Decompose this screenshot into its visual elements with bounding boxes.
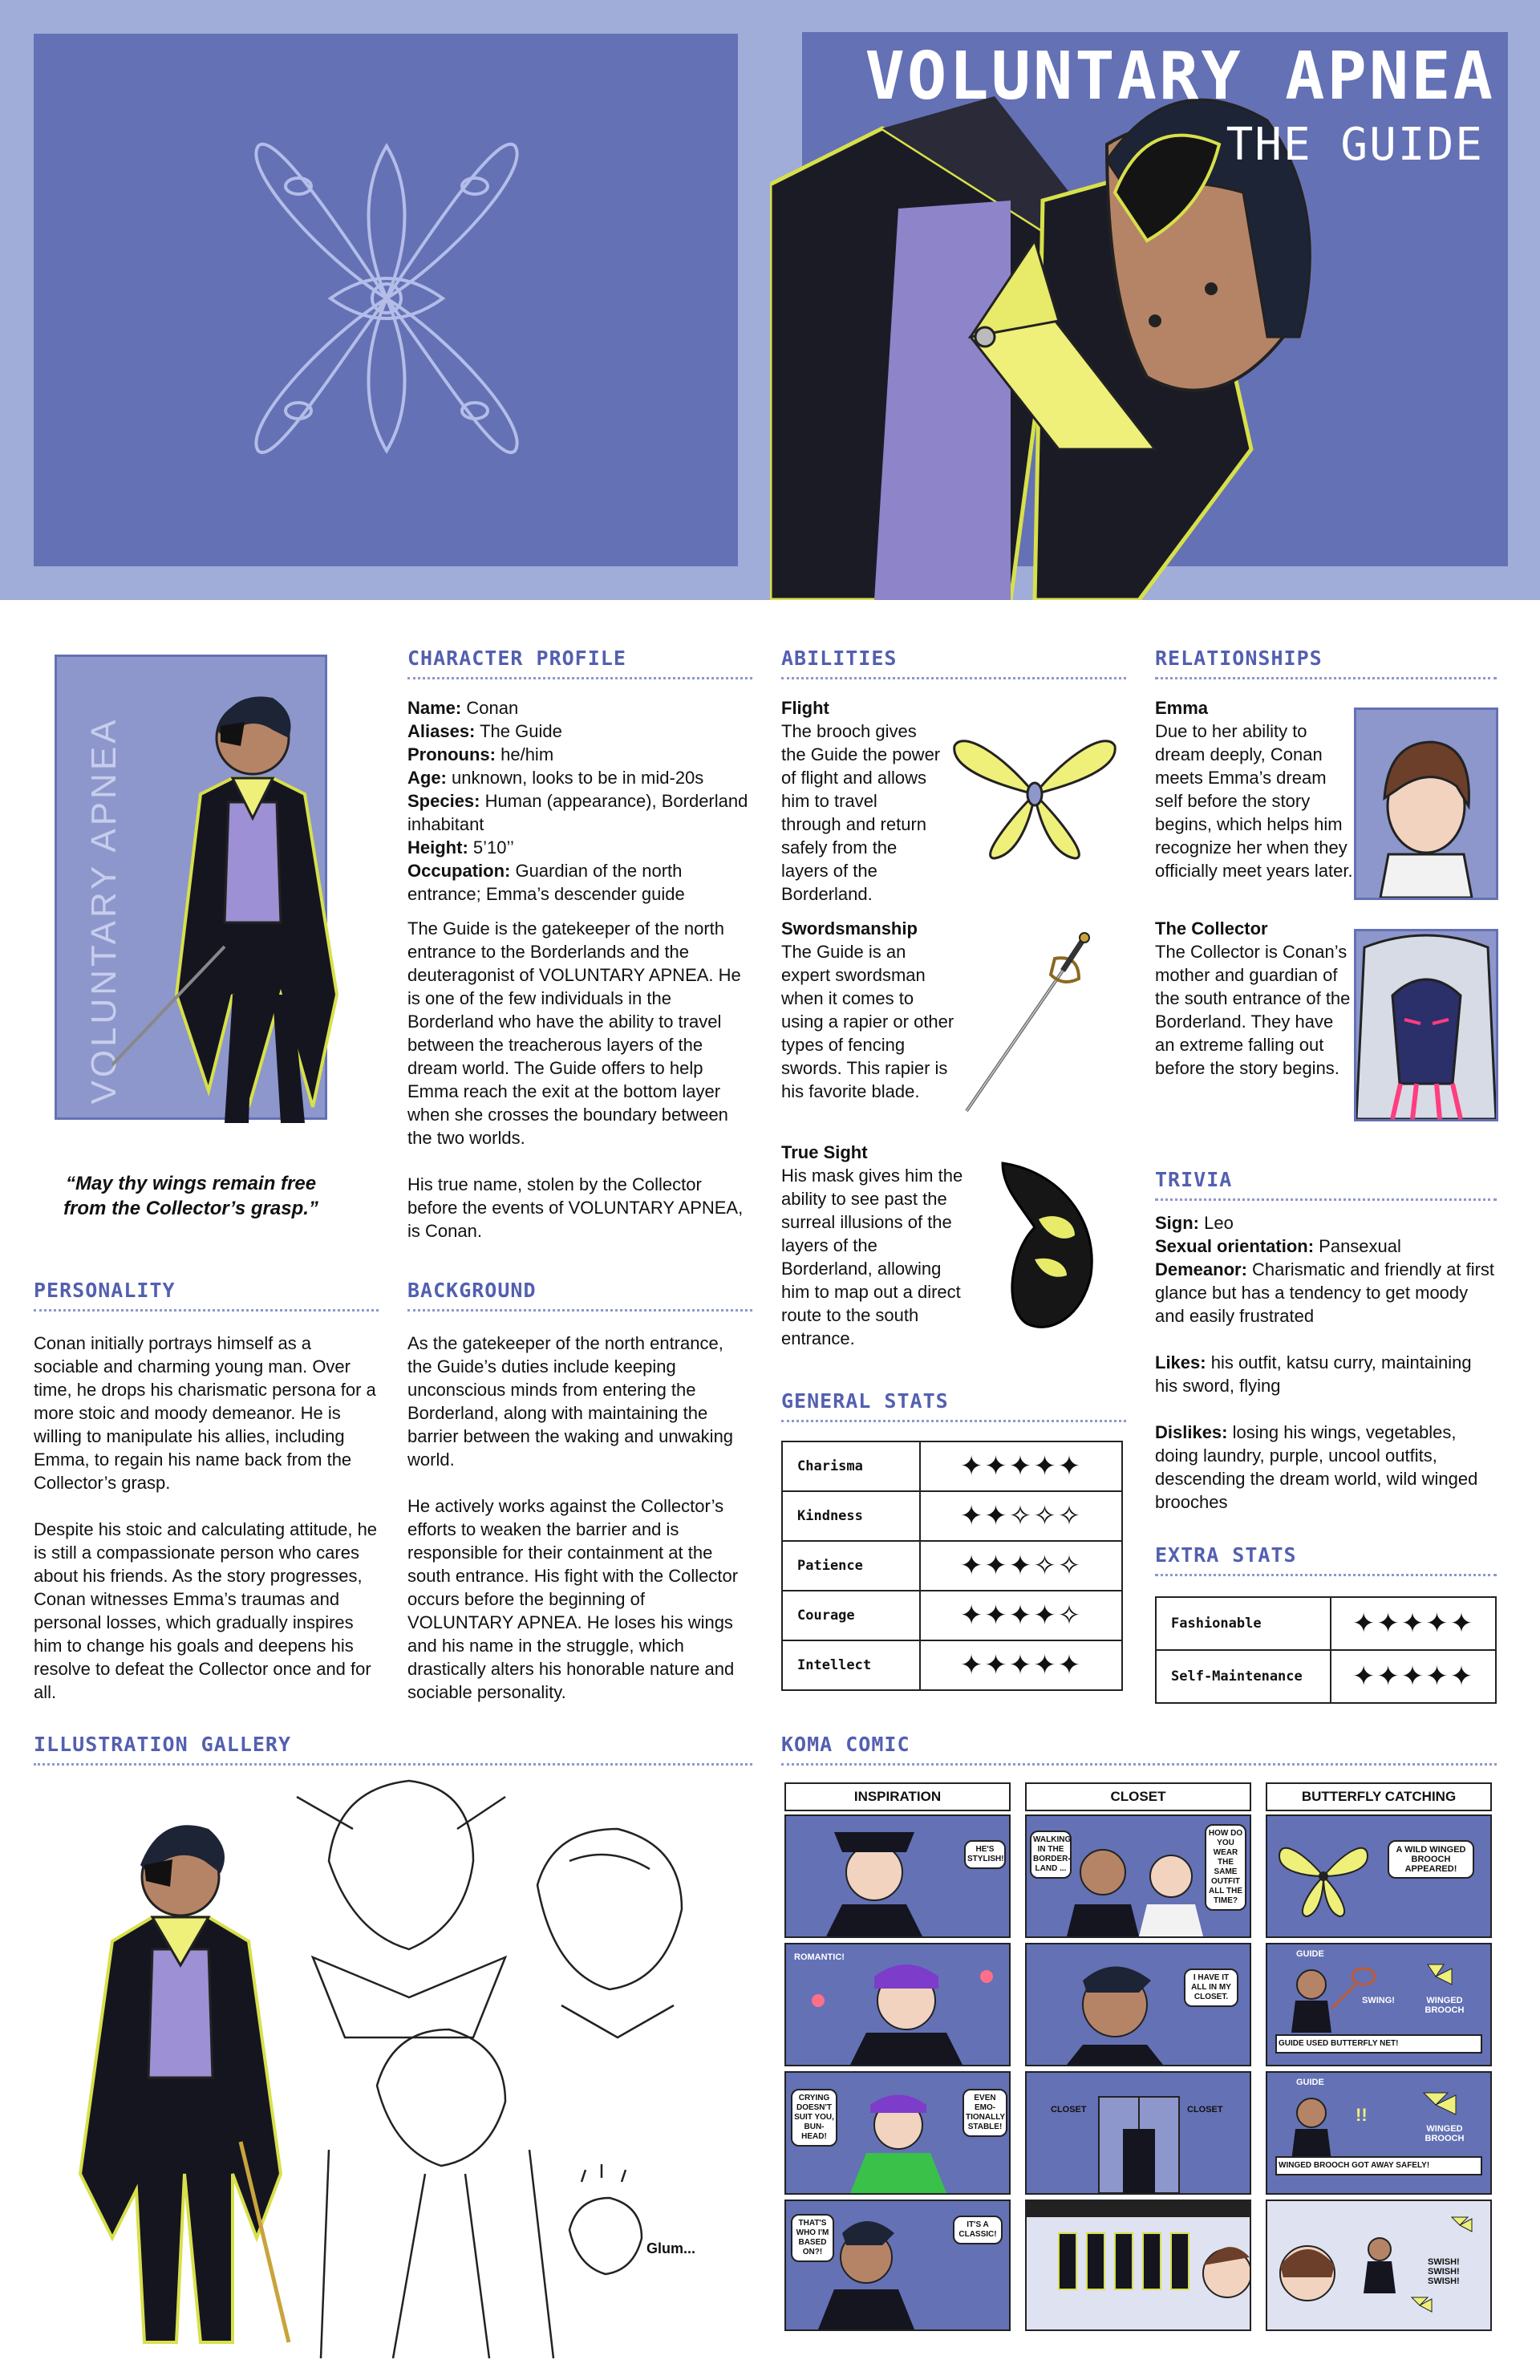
winged-eye-emblem-icon [242,98,531,499]
comic-panel [1025,2071,1251,2195]
comic-caption: WINGED BROOCH GOT AWAY SAFELY! [1275,2156,1482,2175]
butterfly-brooch-icon [946,722,1123,866]
ability-description: The brooch gives the Guide the power of flight and allows him to travel through and return safely from the layers of the Borderland. [781,721,941,904]
personality-text [34,1332,379,1727]
personality-divider [34,1309,379,1312]
trivia-orientation: Sexual orientation: Pansexual [1155,1236,1401,1256]
background-divider [407,1309,752,1312]
background-paragraph: He actively works against the Collector’s efforts to weaken the barrier and is responsible for their containment at the south entrance. His fight with the Collector occurs before the beginning of VOLUNTARY APNEA. He loses his wings and his name in the struggle, which drastically alters his honorable nature and sociable personality. [407,1496,739,1702]
comic-label: WINGED BROOCH [1424,2124,1465,2143]
trivia-text [1155,1211,1497,1514]
profile-paragraph: His true name, stolen by the Collector before the events of VOLUNTARY APNEA, is Conan. [407,1174,744,1241]
stat-stars: ✦✦✧✧✧ [920,1491,1122,1541]
stat-row-charisma [782,1441,1122,1491]
profile-text [407,696,752,1266]
profile-field-occupation: Occupation: Guardian of the north entrance; Emma’s descender guide [407,861,685,904]
comic-tab-inspiration: INSPIRATION [784,1782,1011,1811]
collector-portrait [1354,929,1498,1121]
comic-panel [784,2071,1011,2195]
trivia-dislikes: Dislikes: losing his wings, vegetables, doing laundry, purple, uncool outfits, descending the dream world, wild winged brooches [1155,1422,1478,1512]
ability-name: Flight [781,698,829,718]
general-stats-divider [781,1420,1126,1422]
comic-tab-butterfly-catching: BUTTERFLY CATCHING [1266,1782,1492,1811]
comic-heading: KOMA COMIC [781,1733,910,1756]
personality-heading: PERSONALITY [34,1279,176,1302]
ability-name: Swordsmanship [781,918,918,939]
comic-panel [1266,1814,1492,1938]
comic-panel [1025,1814,1251,1938]
profile-heading: CHARACTER PROFILE [407,647,626,670]
comic-panel [784,1814,1011,1938]
ability-description: His mask gives him the ability to see past the surreal illusions of the layers of the Borderland, allowing him to map out a direct route to the south entrance. [781,1166,963,1348]
comic-panel [1025,2200,1251,2331]
ability-name: True Sight [781,1142,868,1162]
emma-portrait [1354,708,1498,900]
stat-label: Fashionable [1156,1597,1331,1650]
relationships-divider [1155,677,1497,679]
stat-label: Kindness [782,1491,920,1541]
character-subtitle: THE GUIDE [1226,119,1484,171]
background-heading: BACKGROUND [407,1279,537,1302]
comic-caption: GUIDE USED BUTTERFLY NET! [1275,2034,1482,2054]
comic-panel [1266,2071,1492,2195]
emma-face-illustration [1356,710,1496,898]
background-paragraph: As the gatekeeper of the north entrance, the Guide’s duties include keeping unconscious minds from entering the Borderland, along with maintaining the barrier between the waking and unwaking world. [407,1333,734,1470]
ability-flight [781,696,942,906]
comic-speech-bubble: A WILD WINGED BROOCH APPEARED! [1388,1840,1474,1879]
comic-panel [1025,1943,1251,2066]
emblem-panel [34,34,738,566]
stat-label: Intellect [782,1640,920,1690]
ability-swordsmanship [781,917,958,1103]
comic-sfx: SWING! [1362,1996,1395,2005]
comic-sfx: ROMANTIC! [794,1952,845,1962]
relationship-description: Due to her ability to dream deeply, Conan meets Emma’s dream self before the story begins, which helps him recognize her when they officially meet years later. [1155,721,1353,881]
personality-paragraph: Conan initially portrays himself as a sociable and charming young man. Over time, he drops his charismatic persona for a more stoic and moody demeanor. He is willing to manipulate his allies, including Emma, to regain his name back from the Collector’s grasp. [34,1333,376,1493]
stat-row-courage [782,1591,1122,1640]
guide-full-body-illustration [112,658,377,1139]
stat-row-self-maintenance [1156,1650,1496,1703]
relationship-name: The Collector [1155,918,1268,939]
stat-row-patience [782,1541,1122,1591]
comic-label: GUIDE [1296,1949,1324,1959]
ability-description: The Guide is an expert swordsman when it comes to using a rapier or other types of fencing swords. This rapier is his favorite blade. [781,942,954,1101]
comic-speech-bubble: IT'S A CLASSIC! [953,2216,1003,2244]
background-text [407,1332,752,1727]
stat-row-kindness [782,1491,1122,1541]
extra-stats-table [1155,1596,1497,1704]
relationship-description: The Collector is Conan’s mother and guardian of the south entrance of the Borderland. They have an extreme falling out before the story begins. [1155,942,1351,1078]
stat-label: Courage [782,1591,920,1640]
trivia-demeanor: Demeanor: Charismatic and friendly at first glance but has a tendency to get moody and easily frustrated [1155,1259,1495,1326]
gallery-sketches [265,1765,746,2358]
profile-field-species: Species: Human (appearance), Borderland inhabitant [407,791,748,834]
comic-panel [784,1943,1011,2066]
stat-label: Charisma [782,1441,920,1491]
profile-field-name: Name: Conan [407,698,519,718]
relationship-name: Emma [1155,698,1209,718]
relationship-emma [1155,696,1356,882]
mask-icon [987,1155,1107,1340]
general-stats-heading: GENERAL STATS [781,1389,949,1413]
abilities-divider [781,677,1126,679]
extra-stats-divider [1155,1574,1497,1576]
gallery-sfx-label: Glum... [646,2240,696,2256]
stat-stars: ✦✦✦✦✧ [920,1591,1122,1640]
comic-speech-bubble: THAT'S WHO I'M BASED ON?! [791,2214,834,2262]
comic-speech-bubble: CRYING DOESN'T SUIT YOU, BUN-HEAD! [791,2089,837,2147]
comic-panel [1266,2200,1492,2331]
comic-speech-bubble: EVEN EMO-TIONALLY STABLE! [962,2089,1007,2137]
relationship-collector [1155,917,1356,1080]
stat-stars: ✦✦✦✧✧ [920,1541,1122,1591]
trivia-sign: Sign: Leo [1155,1213,1234,1233]
abilities-heading: ABILITIES [781,647,898,670]
comic-sfx: !! [1356,2105,1368,2125]
stat-row-intellect [782,1640,1122,1690]
comic-panel [784,2200,1011,2331]
profile-field-aliases: Aliases: The Guide [407,721,562,741]
comic-speech-bubble: HOW DO YOU WEAR THE SAME OUTFIT ALL THE TIME? [1205,1824,1246,1911]
stat-stars: ✦✦✦✦✦ [920,1441,1122,1491]
stat-stars: ✦✦✦✦✦ [1331,1650,1496,1703]
relationships-heading: RELATIONSHIPS [1155,647,1323,670]
comic-panel [1266,1943,1492,2066]
personality-paragraph: Despite his stoic and calculating attitude, he is still a compassionate person who cares about his friends. As the story progresses, Conan witnesses Emma’s traumas and personal losses, which gradually inspires him to change his goals and deepens his resolve to defeat the Collector once and for all. [34,1519,378,1702]
stat-stars: ✦✦✦✦✦ [920,1640,1122,1690]
profile-paragraph: The Guide is the gatekeeper of the north entrance to the Borderlands and the deuteragonist of VOLUNTARY APNEA. He is one of the few individuals in the Borderland who have the ability to travel between the treacherous layers of the dream world. The Guide offers to help Emma reach the exit at the bottom layer when she crosses the boundary between the two worlds. [407,918,741,1148]
comic-sfx: CLOSET [1051,2105,1087,2114]
trivia-likes: Likes: his outfit, katsu curry, maintaining his sword, flying [1155,1352,1472,1396]
comic-sfx: CLOSET [1187,2105,1223,2114]
profile-field-pronouns: Pronouns: he/him [407,744,554,764]
profile-field-age: Age: unknown, looks to be in mid-20s [407,768,704,788]
gallery-heading: ILLUSTRATION GALLERY [34,1733,292,1756]
portrait-vertical-title: VOLUNTARY APNEA [84,716,124,1105]
stat-stars: ✦✦✦✦✦ [1331,1597,1496,1650]
comic-speech-bubble: WALKING IN THE BORDER-LAND ... [1030,1831,1072,1879]
ability-true-sight [781,1141,966,1350]
comic-divider [781,1763,1497,1766]
stat-label: Self-Maintenance [1156,1650,1331,1703]
comic-label: WINGED BROOCH [1424,1996,1465,2015]
stat-row-fashionable [1156,1597,1496,1650]
rapier-icon [958,931,1095,1115]
character-quote: “May thy wings remain free from the Collector’s grasp.” [63,1173,318,1219]
extra-stats-heading: EXTRA STATS [1155,1543,1297,1567]
comic-label: GUIDE [1296,2078,1324,2087]
trivia-heading: TRIVIA [1155,1168,1233,1191]
stat-label: Patience [782,1541,920,1591]
profile-divider [407,677,752,679]
general-stats-table [781,1441,1123,1691]
profile-field-height: Height: 5’10’’ [407,837,514,858]
comic-speech-bubble: I HAVE IT ALL IN MY CLOSET. [1184,1968,1238,2007]
comic-title: VOLUNTARY APNEA [865,39,1495,115]
comic-tab-closet: CLOSET [1025,1782,1251,1811]
comic-speech-bubble: HE'S STYLISH! [964,1840,1006,1869]
comic-sfx: SWISH! SWISH! SWISH! [1428,2257,1460,2286]
trivia-divider [1155,1198,1497,1201]
collector-face-illustration [1356,931,1496,1119]
